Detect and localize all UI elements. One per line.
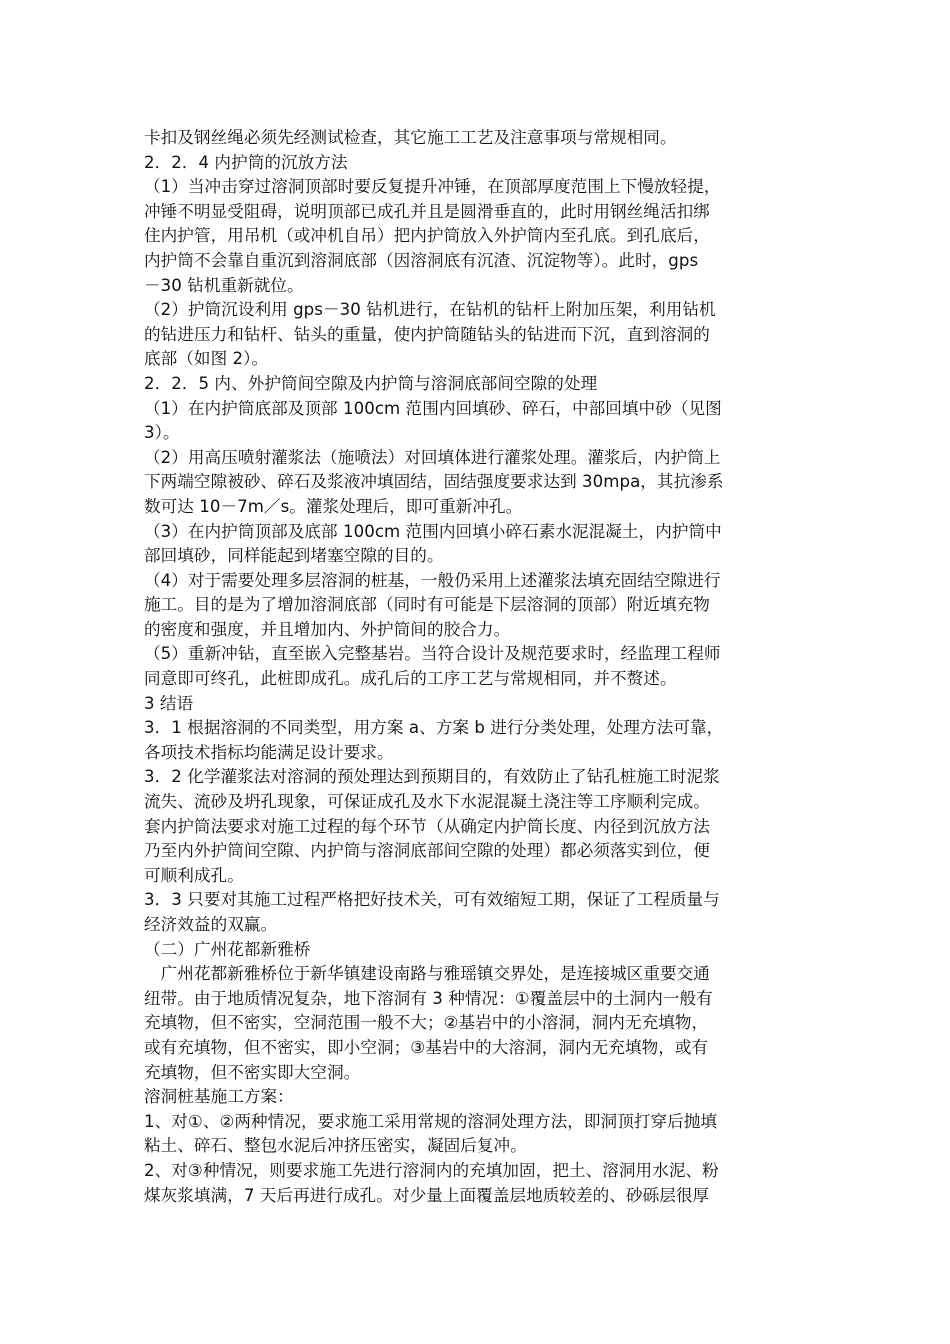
text-line: 乃至内外护筒间空隙、内护筒与溶洞底部间空隙的处理）都必须落实到位，便 bbox=[144, 841, 710, 861]
text-line: （1）当冲击穿过溶洞顶部时要反复提升冲锤，在顶部厚度范围上下慢放轻提， bbox=[144, 177, 721, 197]
text-line: （1）在内护筒底部及顶部 100cm 范围内回填砂、碎石，中部回填中砂（见图 bbox=[144, 398, 722, 418]
text-line: 施工。目的是为了增加溶洞底部（同时有可能是下层溶洞的顶部）附近填充物 bbox=[144, 595, 710, 615]
text-line: 广州花都新雅桥位于新华镇建设南路与雅瑶镇交界处，是连接城区重要交通 bbox=[144, 964, 710, 984]
section-heading: 2．2．5 内、外护筒间空隙及内护筒与溶洞底部间空隙的处理 bbox=[144, 373, 598, 393]
text-line: 内护筒不会靠自重沉到溶洞底部（因溶洞底有沉渣、沉淀物等）。此时，gps bbox=[144, 250, 699, 270]
text-line: 3．1 根据溶洞的不同类型，用方案 a、方案 b 进行分类处理，处理方法可靠， bbox=[144, 718, 724, 738]
text-line: 流失、流砂及坍孔现象，可保证成孔及水下水泥混凝土浇注等工序顺利完成。 bbox=[144, 792, 710, 812]
text-line: 2、对③种情况，则要求施工先进行溶洞内的充填加固，把土、溶洞用水泥、粉 bbox=[144, 1160, 719, 1180]
text-line: 溶洞桩基施工方案： bbox=[144, 1087, 294, 1107]
text-line: 数可达 10－7m／s。灌浆处理后，即可重新冲孔。 bbox=[144, 496, 523, 516]
text-line: 部回填砂，同样能起到堵塞空隙的目的。 bbox=[144, 546, 444, 566]
text-line: 粘土、碎石、整包水泥后冲挤压密实，凝固后复冲。 bbox=[144, 1136, 527, 1156]
text-line: 充填物，但不密实，空洞范围一般不大；②基岩中的小溶洞，洞内无充填物， bbox=[144, 1013, 709, 1033]
section-heading: （二）广州花都新雅桥 bbox=[144, 939, 311, 959]
text-line: 3．2 化学灌浆法对溶洞的预处理达到预期目的，有效防止了钻孔桩施工时泥浆 bbox=[144, 767, 720, 787]
text-line: 下两端空隙被砂、碎石及浆液冲填固结，固结强度要求达到 30mpa，其抗渗系 bbox=[144, 472, 724, 492]
text-line: 的钻进压力和钻杆、钻头的重量，使内护筒随钻头的钻进而下沉，直到溶洞的 bbox=[144, 324, 710, 344]
text-line: 各项技术指标均能满足设计要求。 bbox=[144, 742, 394, 762]
text-line: 可顺利成孔。 bbox=[144, 865, 244, 885]
text-line: 充填物，但不密实即大空洞。 bbox=[144, 1062, 361, 1082]
text-line: 的密度和强度，并且增加内、外护筒间的胶合力。 bbox=[144, 619, 511, 639]
text-line: 套内护筒法要求对施工过程的每个环节（从确定内护筒长度、内径到沉放方法 bbox=[144, 816, 710, 836]
section-heading: 3 结语 bbox=[144, 693, 194, 713]
text-line: 同意即可终孔，此桩即成孔。成孔后的工序工艺与常规相同，并不赘述。 bbox=[144, 669, 677, 689]
section-heading: 2．2．4 内护筒的沉放方法 bbox=[144, 152, 348, 172]
text-line: 3．3 只要对其施工过程严格把好技术关，可有效缩短工期，保证了工程质量与 bbox=[144, 890, 720, 910]
text-line: （3）在内护筒顶部及底部 100cm 范围内回填小碎石素水泥混凝土，内护筒中 bbox=[144, 521, 722, 541]
text-line: 住内护管，用吊机（或冲机自吊）把内护筒放入外护筒内至孔底。到孔底后， bbox=[144, 226, 710, 246]
text-line: （2）用高压喷射灌浆法（施喷法）对回填体进行灌浆处理。灌浆后，内护筒上 bbox=[144, 447, 721, 467]
text-line: 或有充填物，但不密实，即小空洞；③基岩中的大溶洞，洞内无充填物，或有 bbox=[144, 1037, 709, 1057]
text-line: 3）。 bbox=[144, 423, 180, 443]
text-line: 冲锤不明显受阻碍，说明顶部已成孔并且是圆滑垂直的，此时用钢丝绳活扣绑 bbox=[144, 201, 710, 221]
text-line: 纽带。由于地质情况复杂，地下溶洞有 3 种情况：①覆盖层中的土洞内一般有 bbox=[144, 988, 713, 1008]
document-body bbox=[144, 126, 814, 1208]
text-line: 1、对①、②两种情况，要求施工采用常规的溶洞处理方法，即洞顶打穿后抛填 bbox=[144, 1111, 718, 1131]
text-line: －30 钻机重新就位。 bbox=[144, 275, 304, 295]
text-line: 底部（如图 2）。 bbox=[144, 349, 269, 369]
text-line: 煤灰浆填满，7 天后再进行成孔。对少量上面覆盖层地质较差的、砂砾层很厚 bbox=[144, 1185, 710, 1205]
text-line: 卡扣及钢丝绳必须先经测试检查，其它施工工艺及注意事项与常规相同。 bbox=[144, 128, 677, 147]
text-line: 经济效益的双赢。 bbox=[144, 915, 278, 934]
text-line: （4）对于需要处理多层溶洞的桩基，一般仍采用上述灌浆法填充固结空隙进行 bbox=[144, 570, 721, 590]
text-line: （5）重新冲钻，直至嵌入完整基岩。当符合设计及规范要求时，经监理工程师 bbox=[144, 644, 721, 664]
text-line: （2）护筒沉设利用 gps－30 钻机进行，在钻机的钻杆上附加压架，利用钻机 bbox=[144, 300, 716, 320]
